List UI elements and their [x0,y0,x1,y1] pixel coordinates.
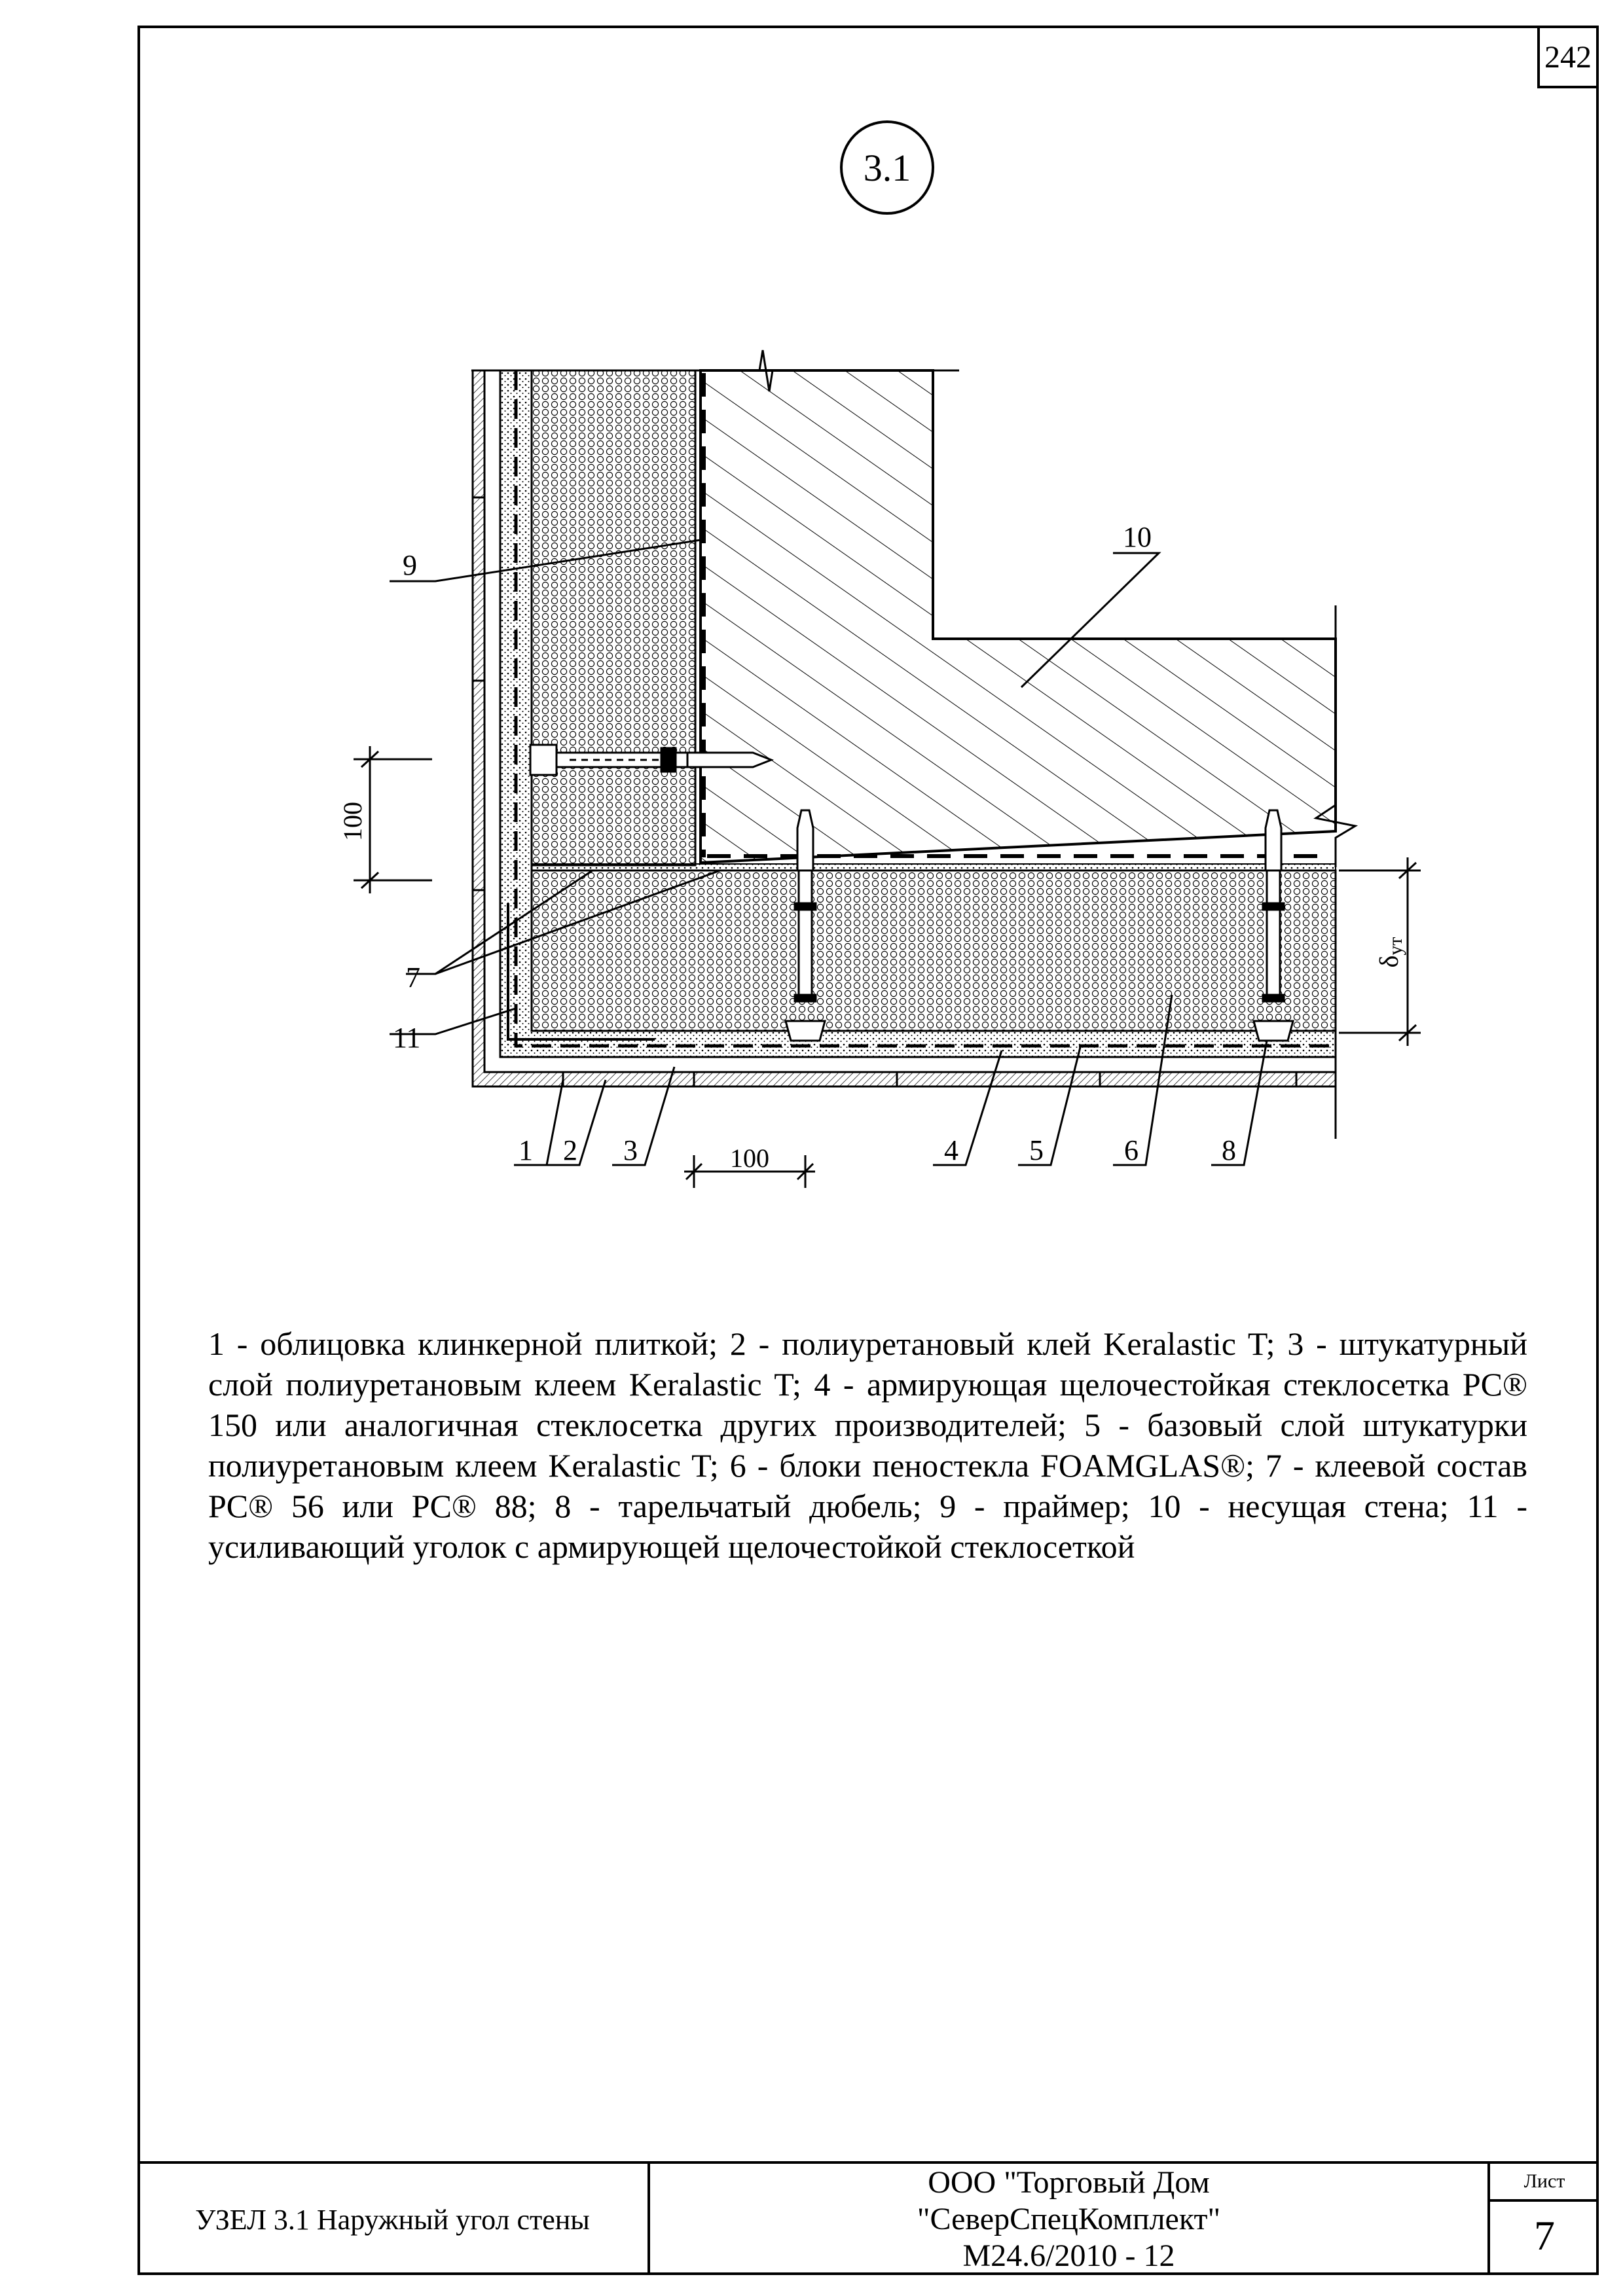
title-block [137,2161,1599,2275]
callout-4: 4 [944,1134,958,1166]
company-line-2: "СеверСпецКомплект" [917,2202,1221,2236]
dimension-horizontal-100-text: 100 [730,1143,769,1173]
callout-3: 3 [623,1134,638,1166]
node-label-circle [841,122,933,213]
callout-1: 1 [519,1134,533,1166]
title-block-drawing-title-cell [137,2164,650,2275]
callout-10: 10 [1123,521,1152,553]
document-code: М24.6/2010 - 12 [962,2238,1175,2273]
node-label: 3.1 [863,147,911,189]
page-number: 242 [1537,26,1599,88]
callout-5: 5 [1029,1134,1044,1166]
company-line-1: ООО "Торговый Дом [928,2165,1210,2200]
callout-9: 9 [403,549,417,581]
legend-text: 1 - облицовка клинкерной плиткой; 2 - полиуретановый клей Keralastic T; 3 - штукатурный слой полиуретановым клеем Keralastic T; 4 - армирующая щелочестойкая стеклосетка PC® 150 или аналогичная стеклосетка других производителей; 5 - базовый слой штукатурки полиуретановым клеем Keralastic T; 6 - блоки пеностекла FOAMGLAS®; 7 - клеевой состав PC® 56 или PC® 88; 8 - тарельчатый дюбель; 9 - праймер; 10 - несущая стена; 11 - усиливающий уголок с армирующей щелочестойкой стеклосеткой [208,1325,1527,1565]
callout-2: 2 [563,1134,577,1166]
adhesive-layer [532,864,1336,870]
callout-8: 8 [1222,1134,1236,1166]
title-block-company-cell [650,2164,1490,2275]
callout-6: 6 [1124,1134,1139,1166]
foamglas-block-vertical [532,370,695,865]
sheet-label: Лист [1490,2164,1599,2202]
drawing-title: УЗЕЛ 3.1 Наружный угол стены [195,2203,590,2236]
dimension-insulation-thickness-text: δут [1374,937,1406,968]
dimension-vertical-100-text: 100 [338,802,367,841]
callout-11: 11 [393,1022,421,1054]
load-bearing-wall [701,370,1336,863]
callout-7: 7 [406,961,420,994]
sheet-number: 7 [1534,2212,1555,2259]
dimension-insulation-thickness [1339,857,1421,1046]
title-block-sheet-cell [1490,2164,1599,2275]
